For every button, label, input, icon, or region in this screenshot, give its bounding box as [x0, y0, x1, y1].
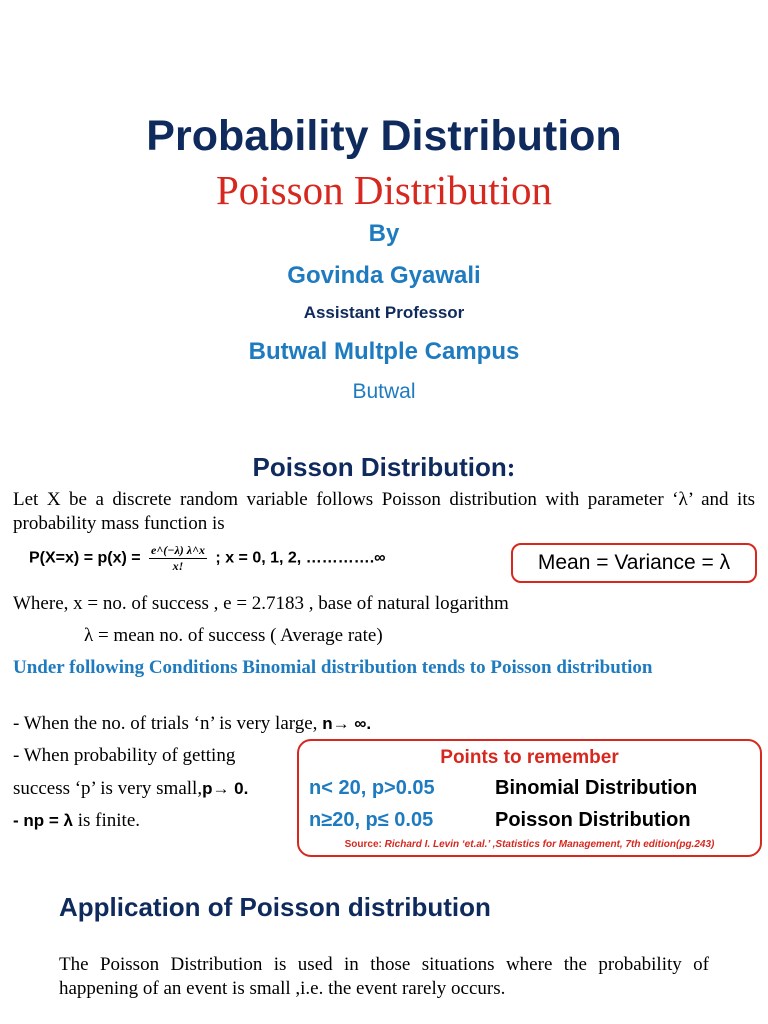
source-text: Richard I. Levin ‘et.al.’ ,Statistics for Management, 7th edition(pg.243) [384, 839, 715, 850]
condition-probability-line2 [13, 777, 303, 801]
condition-trials [13, 712, 755, 736]
lambda-line: λ = mean no. of success ( Average rate) [84, 625, 383, 646]
condition-np [13, 809, 293, 833]
source-citation [299, 839, 760, 850]
section-heading [0, 452, 768, 483]
section-heading-colon: : [506, 453, 516, 482]
binomial-label: Binomial Distribution [495, 777, 698, 799]
mean-variance-box: Mean = Variance = λ [511, 543, 757, 583]
conditions-heading: Under following Conditions Binomial distribution tends to Poisson distribution [13, 657, 653, 678]
author-role: Assistant Professor [303, 303, 465, 322]
formula-denominator: x! [172, 559, 184, 573]
poisson-label: Poisson Distribution [495, 809, 691, 831]
city-name: Butwal [352, 380, 416, 403]
section-heading-text: Poisson Distribution [252, 452, 507, 482]
points-title: Points to remember [440, 747, 619, 768]
author-name: Govinda Gyawali [287, 262, 481, 289]
poisson-condition: n≥20, p≤ 0.05 [309, 809, 434, 831]
condition-np-text: is finite. [72, 810, 141, 831]
condition-probability-limit: p→ 0. [202, 779, 249, 798]
formula-domain: ; x = 0, 1, 2, ………….∞ [215, 549, 386, 567]
source-label: Source: [344, 839, 382, 850]
condition-trials-limit: n→ ∞. [322, 714, 372, 733]
condition-probability-text: success ‘p’ is very small, [13, 778, 203, 799]
by-label: By [368, 220, 400, 247]
intro-paragraph: Let X be a discrete random variable follows Poisson distribution with parameter ‘λ’ and its probability mass function is [13, 489, 755, 534]
points-to-remember-box [297, 739, 762, 857]
where-line: Where, x = no. of success , e = 2.7183 , base of natural logarithm [13, 593, 509, 614]
application-paragraph: The Poisson Distribution is used in those situations where the probability of happening of an event is small ,i.e. the event rarely occurs. [59, 954, 709, 999]
pmf-formula [29, 543, 386, 574]
condition-np-bold: - np = λ [13, 811, 73, 830]
binomial-condition: n< 20, p>0.05 [309, 777, 435, 799]
application-heading: Application of Poisson distribution [59, 892, 491, 922]
formula-fraction [149, 543, 207, 574]
formula-lhs: P(X=x) = p(x) = [29, 549, 141, 567]
formula-numerator: e^(−λ) λ^x [151, 543, 205, 557]
subtitle: Poisson Distribution [215, 167, 553, 213]
college-name: Butwal Multple Campus [248, 338, 520, 365]
main-title: Probability Distribution [146, 112, 622, 160]
condition-trials-text: - When the no. of trials ‘n’ is very large, [13, 713, 323, 734]
condition-probability-line1: - When probability of getting [13, 745, 236, 766]
